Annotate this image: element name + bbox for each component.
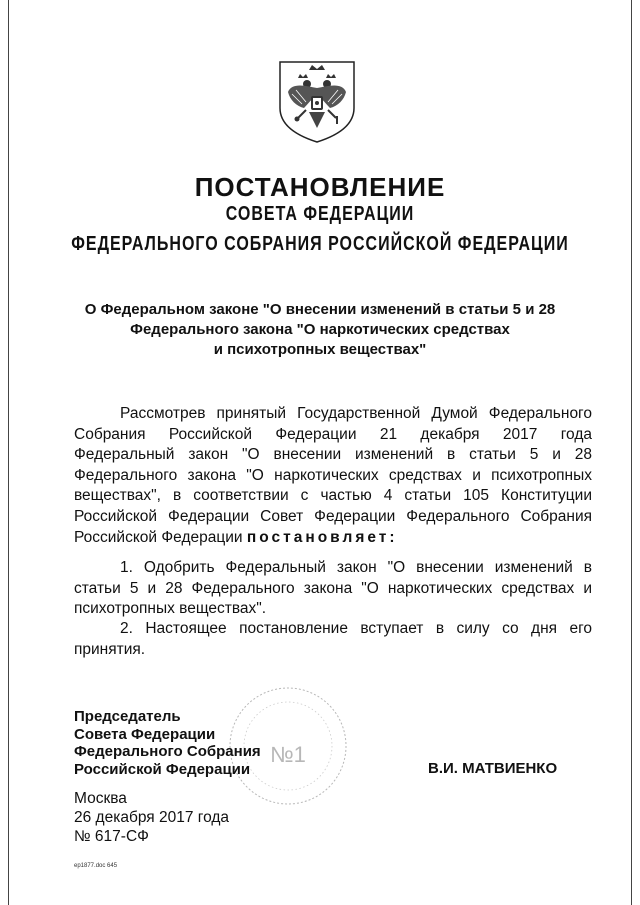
document-number: № 617-СФ xyxy=(74,828,149,845)
file-code: ep1877.doc 645 xyxy=(74,863,118,869)
document-city: Москва xyxy=(74,790,127,807)
coat-of-arms-icon xyxy=(276,58,358,144)
document-title: ПОСТАНОВЛЕНИЕ xyxy=(194,172,446,202)
signer-position-line: Федерального Собрания xyxy=(74,743,261,760)
document-date: 26 декабря 2017 года xyxy=(74,809,230,826)
preamble-line: Рассмотрев принятый Государственной Думой Федерального xyxy=(120,405,592,422)
item-line: принятия. xyxy=(74,640,146,658)
item-line: психотропных веществах". xyxy=(74,600,267,618)
item-line: 1. Одобрить Федеральный закон "О внесении изменений в xyxy=(120,559,592,576)
preamble-line: Собрания Российской Федерации 21 декабря 2017 года xyxy=(74,425,592,443)
item-2-paragraph xyxy=(74,619,592,660)
decree-colon: : xyxy=(389,528,398,546)
preamble-line: Федерального закона "О наркотических средствах и психотропных xyxy=(74,466,592,484)
preamble-line: Федеральный закон "О внесении изменений в статьи 5 и 28 xyxy=(74,446,592,464)
signer-name: В.И. МАТВИЕНКО xyxy=(428,760,558,777)
item-1-paragraph xyxy=(74,558,592,620)
signer-position xyxy=(74,708,261,778)
page-border-right xyxy=(631,0,632,905)
document-subject xyxy=(60,300,580,360)
preamble-last-line xyxy=(74,528,592,549)
preamble-line: веществах", в соответствии с частью 4 статьи 105 Конституции xyxy=(74,487,592,505)
page-border-left xyxy=(8,0,9,905)
signer-position-line: Российской Федерации xyxy=(74,760,251,778)
item-line: статьи 5 и 28 Федерального закона "О наркотических средствах и xyxy=(74,579,592,597)
decree-word: постановляет xyxy=(246,528,390,546)
document-place-date xyxy=(74,789,229,846)
issuer-line-2: ФЕДЕРАЛЬНОГО СОБРАНИЯ РОССИЙСКОЙ ФЕДЕРАЦИИ xyxy=(71,233,569,255)
signer-position-line: Совета Федерации xyxy=(74,725,216,743)
subject-line: О Федеральном законе "О внесении изменений в статьи 5 и 28 xyxy=(84,301,556,318)
preamble-paragraph xyxy=(74,404,592,548)
signer-position-line: Председатель xyxy=(74,708,181,725)
preamble-line: Российской Федерации xyxy=(74,528,243,546)
item-line: 2. Настоящее постановление вступает в силу со дня его xyxy=(120,620,592,637)
issuer-line-1: СОВЕТА ФЕДЕРАЦИИ xyxy=(225,203,415,225)
subject-line: и психотропных веществах" xyxy=(213,341,427,358)
preamble-line: Российской Федерации Совет Федерации Федерального Собрания xyxy=(74,507,592,525)
stamp-number: №1 xyxy=(270,742,306,767)
subject-line: Федерального закона "О наркотических средствах xyxy=(130,321,510,338)
